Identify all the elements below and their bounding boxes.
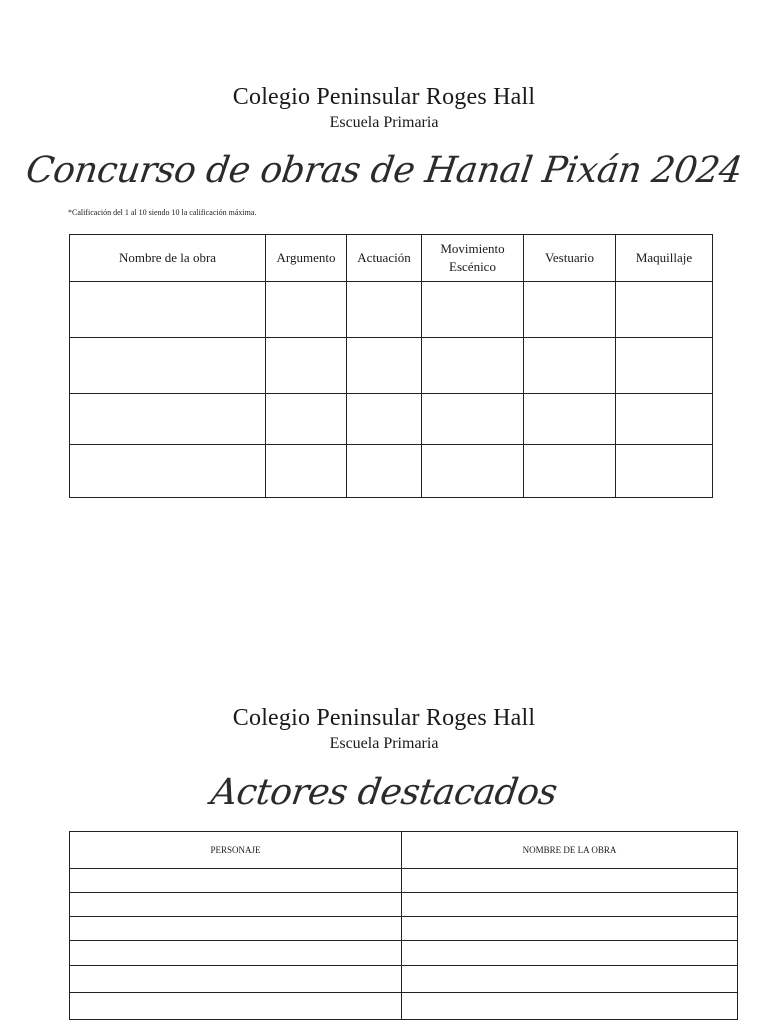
cell[interactable] — [616, 338, 713, 394]
header-argumento: Argumento — [266, 235, 347, 282]
header-movimiento: Movimiento Escénico — [422, 235, 524, 282]
table-row — [70, 445, 713, 498]
cell[interactable] — [347, 445, 422, 498]
grading-note: *Calificación del 1 al 10 siendo 10 la calificación máxima. — [68, 208, 257, 217]
header-vestuario: Vestuario — [524, 235, 616, 282]
cell[interactable] — [266, 394, 347, 445]
cell[interactable] — [524, 282, 616, 338]
table-row — [70, 282, 713, 338]
cell[interactable] — [524, 394, 616, 445]
cell[interactable] — [347, 394, 422, 445]
cell[interactable] — [402, 893, 738, 917]
cell[interactable] — [347, 282, 422, 338]
actors-title: Actores destacados — [208, 772, 560, 813]
cell[interactable] — [422, 282, 524, 338]
header-nombre: Nombre de la obra — [70, 235, 266, 282]
header-personaje: PERSONAJE — [70, 832, 402, 869]
cell[interactable] — [524, 338, 616, 394]
table-header-row — [70, 832, 738, 869]
header-nombre-obra: NOMBRE DE LA OBRA — [402, 832, 738, 869]
cell[interactable] — [70, 445, 266, 498]
cell[interactable] — [402, 993, 738, 1020]
table-row — [70, 993, 738, 1020]
cell[interactable] — [70, 941, 402, 966]
contest-title: Concurso de obras de Hanal Pixán 2024 — [23, 150, 745, 191]
cell[interactable] — [616, 445, 713, 498]
cell[interactable] — [616, 282, 713, 338]
cell[interactable] — [347, 338, 422, 394]
header-maquillaje: Maquillaje — [616, 235, 713, 282]
cell[interactable] — [266, 445, 347, 498]
cell[interactable] — [422, 394, 524, 445]
cell[interactable] — [70, 394, 266, 445]
cell[interactable] — [266, 282, 347, 338]
cell[interactable] — [70, 993, 402, 1020]
table-row — [70, 966, 738, 993]
school-level-2: Escuela Primaria — [329, 735, 439, 752]
cell[interactable] — [422, 445, 524, 498]
cell[interactable] — [70, 917, 402, 941]
school-name: Colegio Peninsular Roges Hall — [232, 84, 536, 110]
cell[interactable] — [70, 338, 266, 394]
cell[interactable] — [422, 338, 524, 394]
table-header-row — [70, 235, 713, 282]
cell[interactable] — [70, 966, 402, 993]
cell[interactable] — [402, 869, 738, 893]
table-row — [70, 394, 713, 445]
cell[interactable] — [402, 966, 738, 993]
cell[interactable] — [402, 917, 738, 941]
cell[interactable] — [402, 941, 738, 966]
grading-table — [69, 234, 713, 498]
school-name-2: Colegio Peninsular Roges Hall — [232, 705, 536, 731]
table-row — [70, 338, 713, 394]
cell[interactable] — [70, 282, 266, 338]
actors-table — [69, 831, 738, 1020]
table-row — [70, 917, 738, 941]
cell[interactable] — [70, 869, 402, 893]
header-actuacion: Actuación — [347, 235, 422, 282]
cell[interactable] — [70, 893, 402, 917]
cell[interactable] — [616, 394, 713, 445]
school-level: Escuela Primaria — [329, 114, 439, 131]
table-row — [70, 869, 738, 893]
table-row — [70, 893, 738, 917]
cell[interactable] — [266, 338, 347, 394]
table-row — [70, 941, 738, 966]
cell[interactable] — [524, 445, 616, 498]
